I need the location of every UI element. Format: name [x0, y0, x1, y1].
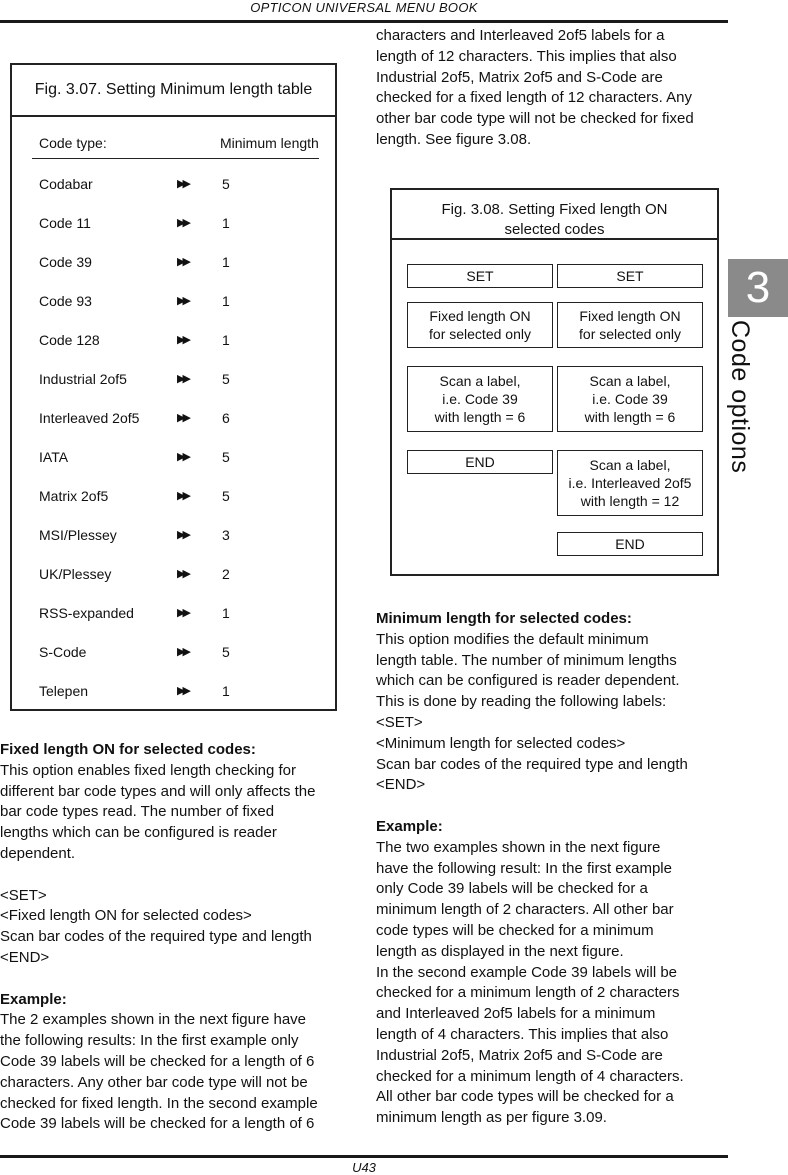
text-line: bar code types read. The number of fixed	[0, 803, 275, 821]
code-type: RSS-expanded	[39, 605, 134, 621]
command-line: <END>	[0, 948, 50, 966]
right-column-intro	[376, 26, 728, 151]
text-line: checked for a fixed length of 12 characters. Any	[376, 89, 693, 107]
table-row	[12, 678, 335, 717]
box-text: for selected only	[429, 326, 531, 342]
example-heading: Example:	[0, 990, 67, 1008]
section-heading: Minimum length for selected codes:	[376, 610, 632, 627]
command-line: <Minimum length for selected codes>	[376, 734, 626, 752]
set-label-box	[557, 264, 703, 288]
text-line: length as displayed in the next figure.	[376, 942, 624, 960]
text-line: The 2 examples shown in the next figure have	[0, 1011, 307, 1029]
arrow-icon: ▶▶	[177, 529, 188, 541]
fixed-length-section	[0, 740, 350, 1135]
table-row	[12, 327, 335, 366]
box-text: Scan a label,	[589, 457, 671, 473]
table-row	[12, 444, 335, 483]
text-line: In the second example Code 39 labels will be	[376, 963, 678, 981]
chapter-tab: 3	[728, 259, 788, 317]
box-text: with length = 6	[584, 409, 676, 425]
code-type: UK/Plessey	[39, 566, 112, 582]
arrow-icon: ▶▶	[177, 451, 188, 463]
table-row	[12, 366, 335, 405]
box-text: Fixed length ON	[429, 308, 531, 324]
set-label-box	[407, 264, 553, 288]
text-line: checked for fixed length. In the second example	[0, 1094, 318, 1112]
box-text: i.e. Code 39	[442, 391, 518, 407]
figure-3-07-min-length-table	[10, 63, 337, 711]
text-line: Industrial 2of5, Matrix 2of5 and S-Code are	[376, 68, 663, 86]
text-line: The two examples shown in the next figure	[376, 838, 661, 856]
text-line: Industrial 2of5, Matrix 2of5 and S-Code are	[376, 1046, 663, 1064]
min-length-value: 5	[222, 371, 230, 387]
box-text: with length = 6	[434, 409, 526, 425]
box-text: Fixed length ON	[579, 308, 681, 324]
min-length-value: 2	[222, 566, 230, 582]
table-row	[12, 288, 335, 327]
command-line: <Fixed length ON for selected codes>	[0, 907, 252, 925]
code-type: Codabar	[39, 176, 93, 192]
arrow-icon: ▶▶	[177, 412, 188, 424]
text-line: This is done by reading the following labels:	[376, 693, 667, 711]
figure-caption: Fig. 3.07. Setting Minimum length table	[12, 65, 335, 117]
table-row	[12, 522, 335, 561]
figure-3-08-fixed-length-diagram	[390, 188, 719, 576]
arrow-icon: ▶▶	[177, 568, 188, 580]
box-text: END	[465, 454, 495, 470]
box-text: END	[615, 536, 645, 552]
text-line: have the following result: In the first example	[376, 859, 672, 877]
text-line: and Interleaved 2of5 labels for a minimum	[376, 1005, 656, 1023]
command-line: <END>	[376, 776, 426, 794]
text-line: Code 39 labels will be checked for a length of 6	[0, 1115, 315, 1133]
text-line: code types will be checked for a minimum	[376, 921, 654, 939]
arrow-icon: ▶▶	[177, 217, 188, 229]
text-line: This option enables fixed length checking for	[0, 761, 297, 779]
min-length-value: 1	[222, 605, 230, 621]
command-line: Scan bar codes of the required type and length	[376, 755, 688, 773]
box-text: SET	[466, 268, 494, 284]
min-length-value: 5	[222, 644, 230, 660]
end-label-box	[557, 532, 703, 556]
text-line: characters. Any other bar code type will not be	[0, 1073, 308, 1091]
table-row	[12, 249, 335, 288]
code-type: MSI/Plessey	[39, 527, 117, 543]
footer-rule	[0, 1155, 728, 1158]
fixed-length-label-box	[557, 302, 703, 348]
table-row	[12, 483, 335, 522]
min-length-value: 1	[222, 332, 230, 348]
text-line: minimum length of 2 characters. All other bar	[376, 901, 674, 919]
text-line: length of 12 characters. This implies that also	[376, 47, 677, 65]
command-line: <SET>	[0, 886, 47, 904]
box-text: Scan a label,	[589, 373, 671, 389]
text-line: This option modifies the default minimum	[376, 630, 649, 648]
min-length-value: 5	[222, 176, 230, 192]
text-line: lengths which can be configured is reader	[0, 824, 277, 842]
arrow-icon: ▶▶	[177, 490, 188, 502]
min-length-value: 1	[222, 293, 230, 309]
text-line: checked for a minimum length of 2 characters	[376, 984, 680, 1002]
header-divider	[32, 158, 319, 159]
text-line: length. See figure 3.08.	[376, 130, 532, 148]
table-row	[12, 171, 335, 210]
table-row	[12, 639, 335, 678]
text-line: dependent.	[0, 844, 76, 862]
caption-line: selected codes	[504, 221, 605, 238]
arrow-icon: ▶▶	[177, 373, 188, 385]
text-line: other bar code type will not be checked for fixed	[376, 110, 694, 128]
code-type: Industrial 2of5	[39, 371, 127, 387]
table-body	[12, 171, 335, 717]
scan-label-box	[557, 366, 703, 432]
code-type: IATA	[39, 449, 69, 465]
box-text: i.e. Code 39	[592, 391, 668, 407]
column-header-min-length: Minimum length	[220, 135, 319, 151]
header-rule	[0, 20, 728, 23]
code-type: Code 11	[39, 215, 91, 231]
min-length-value: 5	[222, 449, 230, 465]
arrow-icon: ▶▶	[177, 685, 188, 697]
text-line: length table. The number of minimum lengths	[376, 651, 677, 669]
caption-line: Fig. 3.08. Setting Fixed length ON	[441, 201, 668, 218]
code-type: Matrix 2of5	[39, 488, 109, 504]
arrow-icon: ▶▶	[177, 256, 188, 268]
text-line: only Code 39 labels will be checked for a	[376, 880, 648, 898]
table-row	[12, 210, 335, 249]
arrow-icon: ▶▶	[177, 295, 188, 307]
code-type: Code 128	[39, 332, 100, 348]
text-line: characters and Interleaved 2of5 labels for a	[376, 27, 665, 44]
arrow-icon: ▶▶	[177, 178, 188, 190]
command-line: <SET>	[376, 713, 423, 731]
box-text: SET	[616, 268, 644, 284]
section-heading: Fixed length ON for selected codes:	[0, 741, 256, 758]
code-type: S-Code	[39, 644, 87, 660]
fixed-length-label-box	[407, 302, 553, 348]
code-type: Interleaved 2of5	[39, 410, 140, 426]
min-length-value: 3	[222, 527, 230, 543]
column-header-code-type: Code type:	[39, 135, 107, 151]
text-line: which can be configured is reader dependent.	[376, 672, 680, 690]
min-length-value: 1	[222, 254, 230, 270]
table-row	[12, 600, 335, 639]
arrow-icon: ▶▶	[177, 646, 188, 658]
box-text: i.e. Interleaved 2of5	[568, 475, 692, 491]
text-line: All other bar code types will be checked for a	[376, 1088, 674, 1106]
arrow-icon: ▶▶	[177, 607, 188, 619]
running-header: OPTICON UNIVERSAL MENU BOOK	[250, 0, 478, 15]
min-length-value: 6	[222, 410, 230, 426]
scan-label-box	[557, 450, 703, 516]
min-length-value: 5	[222, 488, 230, 504]
text-line: checked for a minimum length of 4 characters.	[376, 1067, 684, 1085]
text-line: Code 39 labels will be checked for a length of 6	[0, 1052, 315, 1070]
box-text: with length = 12	[580, 493, 680, 509]
code-type: Code 93	[39, 293, 92, 309]
scan-label-box	[407, 366, 553, 432]
end-label-box	[407, 450, 553, 474]
table-row	[12, 561, 335, 600]
chapter-label: Code options	[726, 320, 754, 474]
arrow-icon: ▶▶	[177, 334, 188, 346]
text-line: the following results: In the first example only	[0, 1032, 299, 1050]
table-row	[12, 405, 335, 444]
box-text: for selected only	[579, 326, 681, 342]
example-heading: Example:	[376, 817, 443, 835]
command-line: Scan bar codes of the required type and length	[0, 928, 312, 946]
figure-caption	[392, 190, 717, 240]
code-type: Code 39	[39, 254, 92, 270]
text-line: minimum length as per figure 3.09.	[376, 1109, 607, 1127]
text-line: length of 4 characters. This implies that also	[376, 1025, 669, 1043]
box-text: Scan a label,	[439, 373, 521, 389]
code-type: Telepen	[39, 683, 89, 699]
minimum-length-section	[376, 609, 728, 1129]
min-length-value: 1	[222, 683, 230, 699]
page-number: U43	[352, 1160, 376, 1175]
min-length-value: 1	[222, 215, 230, 231]
text-line: different bar code types and will only affects the	[0, 782, 316, 800]
